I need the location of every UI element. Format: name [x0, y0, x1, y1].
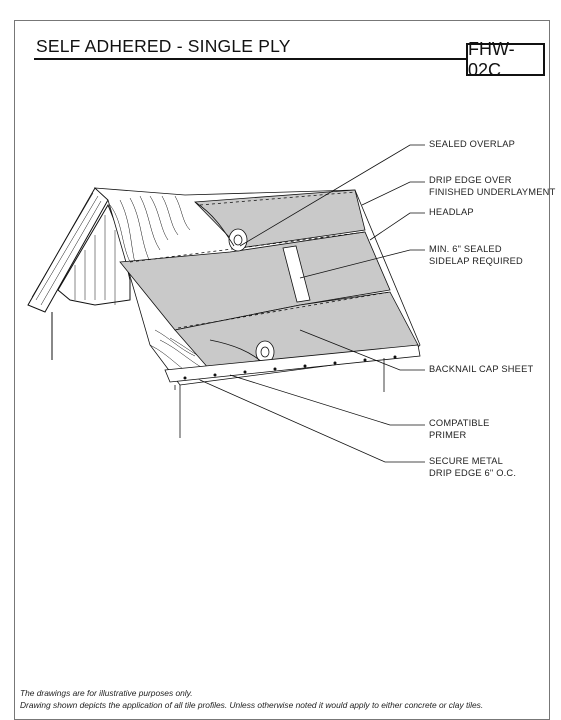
drawing-code: FHW-02C — [466, 43, 545, 76]
callout-drip-edge-over: DRIP EDGE OVER FINISHED UNDERLAYMENT — [429, 175, 556, 197]
note-illustrative: The drawings are for illustrative purposes only. — [20, 688, 193, 698]
drawing-title: SELF ADHERED - SINGLE PLY — [36, 36, 291, 56]
callout-backnail-cap-sheet: BACKNAIL CAP SHEET — [429, 364, 534, 374]
callout-sealed-overlap: SEALED OVERLAP — [429, 139, 515, 149]
callout-secure-metal-drip-edge: SECURE METAL DRIP EDGE 6" O.C. — [429, 456, 517, 478]
callout-sealed-sidelap: MIN. 6" SEALED SIDELAP REQUIRED — [429, 244, 523, 266]
note-application: Drawing shown depicts the application of all tile profiles. Unless otherwise noted it would apply to either concrete or clay tiles. — [20, 700, 484, 710]
callout-compatible-primer: COMPATIBLE PRIMER — [429, 418, 490, 440]
callout-headlap: HEADLAP — [429, 207, 474, 217]
